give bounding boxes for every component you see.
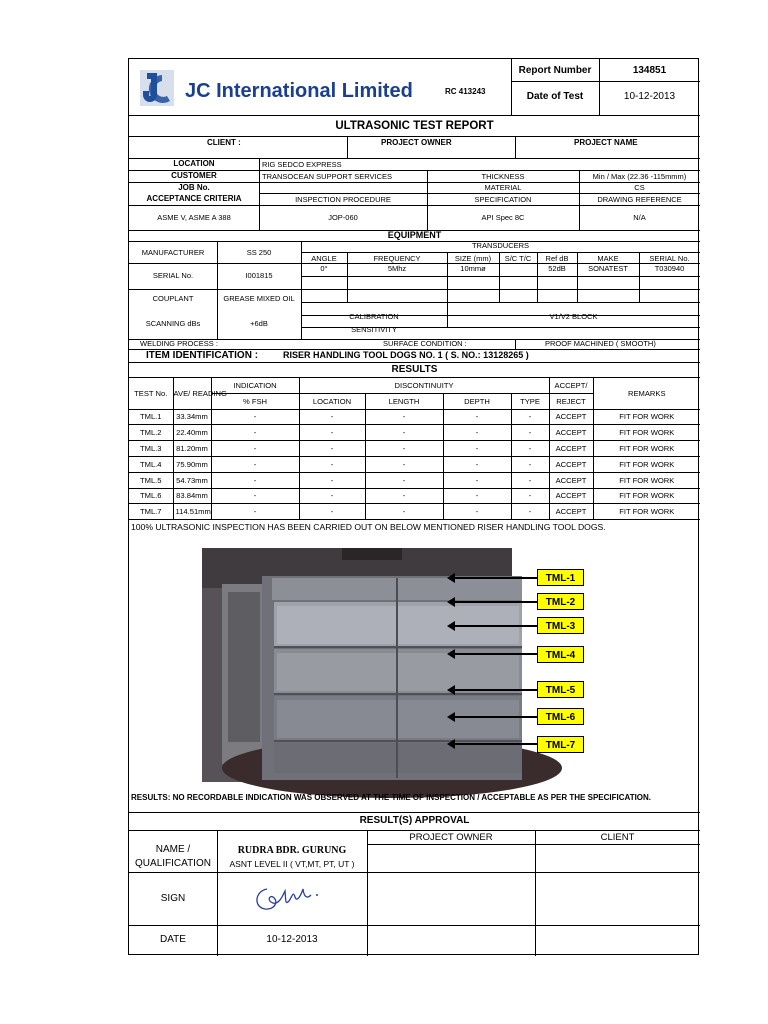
report-sheet <box>128 58 699 955</box>
client-label: CLIENT : <box>207 138 241 147</box>
cell-test-no: TML.5 <box>129 472 173 488</box>
equipment-serial-value: I001815 <box>245 271 273 280</box>
th-length: LENGTH <box>365 393 443 409</box>
th-frequency: FREQUENCY <box>373 254 421 263</box>
inspector-name: RUDRA BDR. GURUNG <box>237 845 347 856</box>
th-ave-reading: AVE/ READING <box>173 378 211 410</box>
approval-client: CLIENT <box>600 832 635 843</box>
material-label: MATERIAL <box>484 183 522 192</box>
table-row <box>129 488 700 504</box>
arrow-tml-4 <box>449 653 537 655</box>
th-discontinuity: DISCONTINUITY <box>299 378 549 394</box>
tml-3-tag: TML-3 <box>537 617 584 634</box>
th-depth: DEPTH <box>443 393 511 409</box>
th-indication: INDICATION <box>211 378 299 394</box>
cell-type: - <box>511 441 549 457</box>
th-accept: ACCEPT/ <box>549 378 593 394</box>
th-size: SIZE (mm) <box>454 254 492 263</box>
cell-type: - <box>511 425 549 441</box>
equipment-title: EQUIPMENT <box>387 230 442 240</box>
drawing-reference-label: DRAWING REFERENCE <box>597 195 682 204</box>
report-title: ULTRASONIC TEST REPORT <box>335 120 494 132</box>
cell-type: - <box>511 504 549 520</box>
inspection-photo <box>202 548 512 782</box>
inspection-procedure-label: INSPECTION PROCEDURE <box>295 195 391 204</box>
cell-depth: - <box>443 409 511 425</box>
th-ref-db: Ref dB <box>545 254 569 263</box>
cell-remarks: FIT FOR WORK <box>593 456 700 472</box>
th-angle: ANGLE <box>311 254 337 263</box>
cell-test-no: TML.7 <box>129 504 173 520</box>
sensitivity-label: SENSITIVITY <box>351 325 397 334</box>
thickness-value: Min / Max (22.36 -115mmm) <box>592 172 687 181</box>
item-identification-label: ITEM IDENTIFICATION : <box>146 350 259 361</box>
calibration-label: CALIBRATION <box>349 312 399 321</box>
company-name: JC International Limited <box>185 80 413 102</box>
cell-reading: 83.84mm <box>173 488 211 504</box>
cell-depth: - <box>443 472 511 488</box>
results-table <box>129 377 700 520</box>
scanning-value: +6dB <box>250 319 268 328</box>
equipment-serial-label: SERIAL No. <box>152 271 194 280</box>
th-make: MAKE <box>597 254 619 263</box>
arrow-tml-1 <box>449 577 537 579</box>
cell-length: - <box>365 456 443 472</box>
td-frequency: 5Mhz <box>387 264 407 273</box>
location-value: RIG SEDCO EXPRESS <box>262 160 342 169</box>
report-number-label: Report Number <box>518 65 592 76</box>
results-header-row <box>129 378 700 394</box>
cell-accept: ACCEPT <box>549 441 593 457</box>
job-no-label: JOB No. <box>178 183 210 192</box>
cell-fsh: - <box>211 441 299 457</box>
cell-depth: - <box>443 504 511 520</box>
material-value: CS <box>634 183 645 192</box>
tml-1-tag: TML-1 <box>537 569 584 586</box>
approval-project-owner: PROJECT OWNER <box>409 832 493 843</box>
arrow-tml-6 <box>449 716 537 718</box>
cell-accept: ACCEPT <box>549 488 593 504</box>
td-ref-db: 52dB <box>548 264 566 273</box>
inspector-qualification: ASNT LEVEL II ( VT,MT, PT, UT ) <box>229 859 355 869</box>
cell-type: - <box>511 488 549 504</box>
results-conclusion: RESULTS: NO RECORDABLE INDICATION WAS OBSERVED AT THE TIME OF INSPECTION / ACCEPTABLE AS PER THE SPECIFICATION. <box>131 793 652 802</box>
inspection-procedure-value: JOP-060 <box>328 213 358 222</box>
cell-remarks: FIT FOR WORK <box>593 504 700 520</box>
cell-accept: ACCEPT <box>549 456 593 472</box>
cell-test-no: TML.2 <box>129 425 173 441</box>
qualification-label: QUALIFICATION <box>135 858 211 869</box>
arrow-tml-7 <box>449 743 537 745</box>
cell-location: - <box>299 456 365 472</box>
cell-location: - <box>299 441 365 457</box>
project-owner-label: PROJECT OWNER <box>381 138 452 147</box>
cell-reading: 81.20mm <box>173 441 211 457</box>
cell-test-no: TML.3 <box>129 441 173 457</box>
cell-fsh: - <box>211 409 299 425</box>
th-remarks: REMARKS <box>593 378 700 410</box>
cell-remarks: FIT FOR WORK <box>593 472 700 488</box>
approval-date: 10-12-2013 <box>266 934 318 945</box>
cell-depth: - <box>443 488 511 504</box>
name-label: NAME / <box>155 844 191 855</box>
cell-location: - <box>299 488 365 504</box>
riser-tool-dogs-photo-icon <box>202 548 512 782</box>
cell-depth: - <box>443 425 511 441</box>
th-type: TYPE <box>511 393 549 409</box>
scanning-label: SCANNING dBs <box>145 319 201 328</box>
cell-type: - <box>511 456 549 472</box>
cell-fsh: - <box>211 472 299 488</box>
specification-label: SPECIFICATION <box>474 195 532 204</box>
cell-remarks: FIT FOR WORK <box>593 488 700 504</box>
date-label: DATE <box>160 934 186 945</box>
th-sc-tc: S/C T/C <box>504 254 532 263</box>
cell-location: - <box>299 409 365 425</box>
tml-2-tag: TML-2 <box>537 593 584 610</box>
cell-fsh: - <box>211 504 299 520</box>
tml-7-tag: TML-7 <box>537 736 584 753</box>
cell-reading: 114.51mm <box>173 504 211 520</box>
th-reject: REJECT <box>549 393 593 409</box>
cell-fsh: - <box>211 425 299 441</box>
table-row <box>129 504 700 520</box>
cell-length: - <box>365 409 443 425</box>
cell-fsh: - <box>211 456 299 472</box>
cell-accept: ACCEPT <box>549 409 593 425</box>
manufacturer-value: SS 250 <box>246 248 272 257</box>
cell-length: - <box>365 488 443 504</box>
cell-location: - <box>299 425 365 441</box>
td-serial: T030940 <box>654 264 685 273</box>
cell-remarks: FIT FOR WORK <box>593 425 700 441</box>
inspection-statement: 100% ULTRASONIC INSPECTION HAS BEEN CARRIED OUT ON BELOW MENTIONED RISER HANDLING TOOL DOGS. <box>131 522 606 532</box>
couplant-value: GREASE MIXED OIL <box>223 294 295 303</box>
arrow-tml-5 <box>449 689 537 691</box>
location-label: LOCATION <box>173 159 215 168</box>
table-row <box>129 441 700 457</box>
cell-accept: ACCEPT <box>549 504 593 520</box>
project-name-label: PROJECT NAME <box>574 138 638 147</box>
table-row <box>129 409 700 425</box>
thickness-label: THICKNESS <box>481 172 525 181</box>
cell-length: - <box>365 425 443 441</box>
cell-test-no: TML.1 <box>129 409 173 425</box>
date-of-test: 10-12-2013 <box>623 91 676 102</box>
cell-reading: 33.34mm <box>173 409 211 425</box>
td-make: SONATEST <box>588 264 628 273</box>
welding-process-label: WELDING PROCESS : <box>140 339 218 348</box>
cell-location: - <box>299 472 365 488</box>
th-serial: SERIAL No. <box>649 254 690 263</box>
acceptance-criteria-value: ASME V, ASME A 388 <box>157 213 231 222</box>
th-fsh: % FSH <box>211 393 299 409</box>
cell-length: - <box>365 441 443 457</box>
tml-5-tag: TML-5 <box>537 681 584 698</box>
cell-test-no: TML.6 <box>129 488 173 504</box>
arrow-tml-2 <box>449 601 537 603</box>
customer-label: CUSTOMER <box>171 171 217 180</box>
jc-logo-icon <box>137 67 177 109</box>
td-angle: 0° <box>320 264 328 273</box>
cell-test-no: TML.4 <box>129 456 173 472</box>
tml-6-tag: TML-6 <box>537 708 584 725</box>
company-logo <box>137 67 177 109</box>
surface-condition-value: PROOF MACHINED ( SMOOTH) <box>545 339 656 348</box>
cell-type: - <box>511 472 549 488</box>
cell-fsh: - <box>211 488 299 504</box>
cell-reading: 22.40mm <box>173 425 211 441</box>
date-of-test-label: Date of Test <box>526 91 584 102</box>
td-size: 10mmø <box>460 264 486 273</box>
signature <box>249 881 329 917</box>
cell-reading: 75.90mm <box>173 456 211 472</box>
cell-depth: - <box>443 456 511 472</box>
cell-location: - <box>299 504 365 520</box>
rc-number: RC 413243 <box>445 87 486 96</box>
specification-value: API Spec 8C <box>481 213 525 222</box>
approval-title: RESULT(S) APPROVAL <box>359 815 470 826</box>
surface-condition-label: SURFACE CONDITION : <box>383 339 467 348</box>
signature-icon <box>249 881 329 917</box>
cell-length: - <box>365 504 443 520</box>
cell-accept: ACCEPT <box>549 472 593 488</box>
cell-reading: 54.73mm <box>173 472 211 488</box>
couplant-label: COUPLANT <box>152 294 194 303</box>
manufacturer-label: MANUFACTURER <box>141 248 205 257</box>
table-row <box>129 456 700 472</box>
transducers-label: TRANSDUCERS <box>471 241 530 250</box>
acceptance-criteria-label: ACCEPTANCE CRITERIA <box>146 194 242 203</box>
table-row <box>129 472 700 488</box>
results-title: RESULTS <box>391 364 438 375</box>
calibration-value: V1/V2 BLOCK <box>549 312 598 321</box>
cell-remarks: FIT FOR WORK <box>593 409 700 425</box>
report-number: 134851 <box>632 65 667 76</box>
cell-length: - <box>365 472 443 488</box>
sign-label: SIGN <box>160 893 186 904</box>
arrow-tml-3 <box>449 625 537 627</box>
cell-remarks: FIT FOR WORK <box>593 441 700 457</box>
th-location: LOCATION <box>299 393 365 409</box>
cell-depth: - <box>443 441 511 457</box>
item-identification-value: RISER HANDLING TOOL DOGS NO. 1 ( S. NO.: 13128265 ) <box>283 350 529 360</box>
cell-type: - <box>511 409 549 425</box>
th-test-no: TEST No. <box>129 378 173 410</box>
customer-value: TRANSOCEAN SUPPORT SERVICES <box>262 172 393 181</box>
cell-accept: ACCEPT <box>549 425 593 441</box>
table-row <box>129 425 700 441</box>
tml-4-tag: TML-4 <box>537 646 584 663</box>
drawing-reference-value: N/A <box>633 213 646 222</box>
